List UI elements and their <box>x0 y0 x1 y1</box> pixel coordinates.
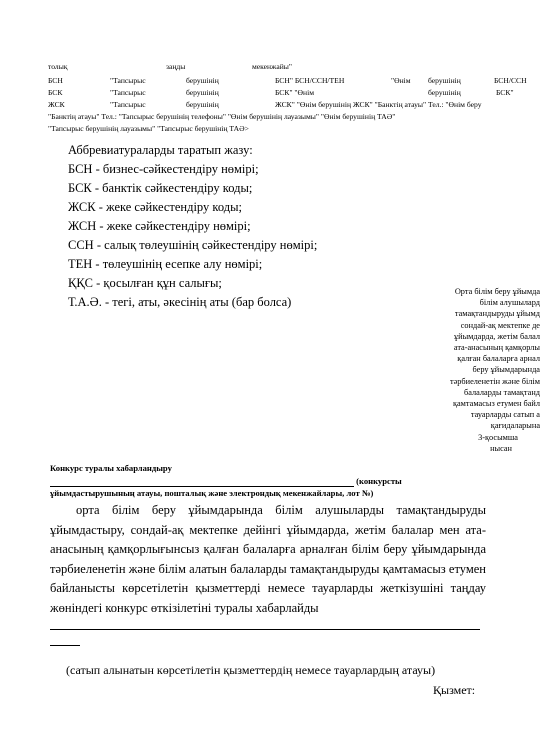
top-row-5 <box>48 112 531 121</box>
organizer-blank-line <box>50 486 354 487</box>
top-text: БСК" "Өнім <box>275 88 314 97</box>
appendix-line: нысан <box>490 443 512 453</box>
top-text: БСН" БСН/ССН/ТЕН <box>275 76 345 85</box>
top-text: "Банктің атауы" Тел.: "Тапсырыс берушінің телефоны" "Өнім берушінің лауазымы" "Өнім берушінің ТАӘ" <box>48 112 396 121</box>
top-text: берушінің <box>186 88 219 97</box>
top-text: "Тапсырыс <box>110 88 146 97</box>
abbreviation-item: ЖСН - жеке сәйкестендіру нөмірі; <box>68 219 251 233</box>
top-text: берушінің <box>428 88 461 97</box>
appendix-line: тамақтандыруды ұйымд <box>454 309 540 319</box>
appendix-line: ұйымдарда, жетім балал <box>454 331 540 341</box>
top-text: "Өнім <box>391 76 411 85</box>
top-row-6 <box>48 124 531 133</box>
top-row-3 <box>48 88 531 97</box>
top-text: БСК <box>48 88 63 97</box>
top-row-1 <box>48 62 531 71</box>
top-text: берушінің <box>186 100 219 109</box>
appendix-line: Орта білім беру ұйымда <box>454 287 540 296</box>
top-text: БСН/ССН <box>494 76 527 85</box>
appendix-line: тауарларды сатып а <box>470 410 540 420</box>
top-text: БСК" <box>496 88 514 97</box>
top-row-4 <box>48 100 531 109</box>
service-label: Қызмет: <box>433 683 476 697</box>
top-text: берушінің <box>428 76 461 85</box>
top-text: ЖСК" "Өнім берушінің ЖСК" "Банктің атауы" Тел.: "Өнім беру <box>275 100 482 109</box>
appendix-line: тәрбиеленетін және білім <box>449 376 540 386</box>
top-text: заңды <box>166 62 186 71</box>
abbreviation-item: БСК - банктік сәйкестендіру коды; <box>68 181 253 195</box>
appendix-line: ата-анасының қамқорлы <box>453 343 540 353</box>
appendix-line: балаларды тамақтанд <box>464 387 540 397</box>
top-text: "Тапсырыс <box>110 100 146 109</box>
top-text: "Тапсырыс берушінің лауазымы" "Тапсырыс берушінің ТАӘ> <box>48 124 249 133</box>
appendix-line: білім алушылард <box>479 298 540 308</box>
abbreviation-item: ҚҚС - қосылған құн салығы; <box>68 276 222 290</box>
abbreviation-item: ЖСК - жеке сәйкестендіру коды; <box>68 200 242 214</box>
abbreviation-item: БСН - бизнес-сәйкестендіру нөмірі; <box>68 162 259 176</box>
appendix-line: беру ұйымдарында <box>472 365 540 375</box>
abbreviation-item: ССН - салық төлеушінің сәйкестендіру нөмірі; <box>68 238 318 252</box>
goods-blank-line <box>50 629 480 630</box>
announcement-heading: Конкурс туралы хабарландыру <box>50 463 172 473</box>
top-row-2 <box>48 76 531 85</box>
top-text: мекенжайы" <box>252 62 292 71</box>
goods-blank-line-short <box>50 645 80 646</box>
appendix-line: қағидаларына <box>490 421 540 431</box>
organizer-suffix: (конкурсты <box>354 476 402 486</box>
top-text: берушінің <box>186 76 219 85</box>
appendix-line: сондай-ақ мектепке де <box>460 320 540 330</box>
appendix-reference-block <box>400 286 540 454</box>
abbreviation-item: ТЕН - төлеушінің есепке алу нөмірі; <box>68 257 263 271</box>
top-text: БСН <box>48 76 63 85</box>
appendix-line: қамтамасыз етумен байл <box>452 399 540 409</box>
organizer-caption: ұйымдастырушының атауы, пошталық және электрондық мекенжайлары, лот №) <box>50 488 374 498</box>
abbreviations-title: Аббревиатураларды таратып жазу: <box>68 143 253 157</box>
appendix-line: қалған балаларға арнал <box>457 354 540 364</box>
top-text: "Тапсырыс <box>110 76 146 85</box>
announcement-paragraph: орта білім беру ұйымдарында білім алушыларды тамақтандыруды ұйымдастыру, сондай-ақ мектепке дейінгі ұйымдарда, жетім балалар мен ата-анасының қамқорлығынсыз қалған балаларға арналған білім беру ұйымдарында тәрбиеленетін және білім алатын балаларды тамақтандыруды қамтамасыз етумен байланысты көрсетілетін қызметтерді немесе тауарларды жеткізушіні таңдау жөніндегі конкурс өткізілетіні туралы хабарлайды <box>50 503 486 615</box>
appendix-line: 3-қосымша <box>478 432 518 442</box>
goods-caption: (сатып алынатын көрсетілетін қызметтердің немесе тауарлардың атауы) <box>66 663 436 677</box>
top-text: толық <box>48 62 68 71</box>
top-text: ЖСК <box>48 100 65 109</box>
abbreviation-item: Т.А.Ә. - тегі, аты, әкесінің аты (бар болса) <box>68 295 292 309</box>
